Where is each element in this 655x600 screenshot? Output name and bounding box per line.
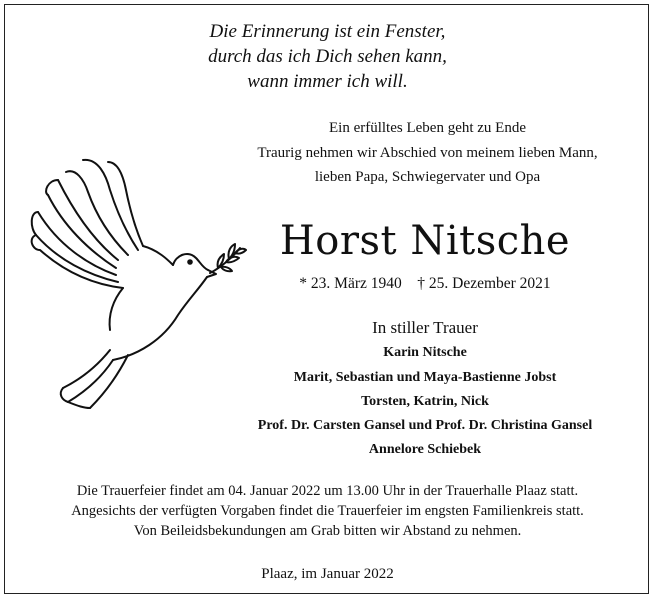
mourner-name: Torsten, Katrin, Nick bbox=[361, 394, 489, 409]
notice-line-2: Angesichts der verfügten Vorgaben findet die Trauerfeier im engsten Familienkreis statt. bbox=[71, 503, 584, 519]
mourner-name: Prof. Dr. Carsten Gansel und Prof. Dr. Christina Gansel bbox=[257, 418, 593, 433]
quote-line-3: wann immer ich will. bbox=[247, 71, 408, 92]
intro-line-3: lieben Papa, Schwiegervater und Opa bbox=[314, 169, 541, 185]
death-date: † 25. Dezember 2021 bbox=[417, 275, 551, 292]
birth-date: * 23. März 1940 bbox=[299, 275, 402, 292]
closing-line: Plaaz, im Januar 2022 bbox=[261, 566, 394, 582]
mourning-heading: In stiller Trauer bbox=[372, 318, 478, 337]
intro-line-1: Ein erfülltes Leben geht zu Ende bbox=[328, 120, 526, 136]
deceased-name: Horst Nitsche bbox=[279, 218, 571, 264]
mourner-name: Annelore Schiebek bbox=[368, 442, 482, 457]
mourner-name: Karin Nitsche bbox=[383, 345, 467, 360]
quote-line-1: Die Erinnerung ist ein Fenster, bbox=[209, 21, 446, 42]
quote-line-2: durch das ich Dich sehen kann, bbox=[208, 46, 447, 67]
notice-line-3: Von Beileidsbekundungen am Grab bitten wir Abstand zu nehmen. bbox=[133, 523, 522, 539]
notice-line-1: Die Trauerfeier findet am 04. Januar 2022 um 13.00 Uhr in der Trauerhalle Plaaz statt. bbox=[76, 483, 579, 499]
mourner-name: Marit, Sebastian und Maya-Bastienne Jobst bbox=[293, 370, 557, 385]
life-dates bbox=[255, 275, 595, 293]
intro-line-2: Traurig nehmen wir Abschied von meinem lieben Mann, bbox=[257, 145, 598, 161]
